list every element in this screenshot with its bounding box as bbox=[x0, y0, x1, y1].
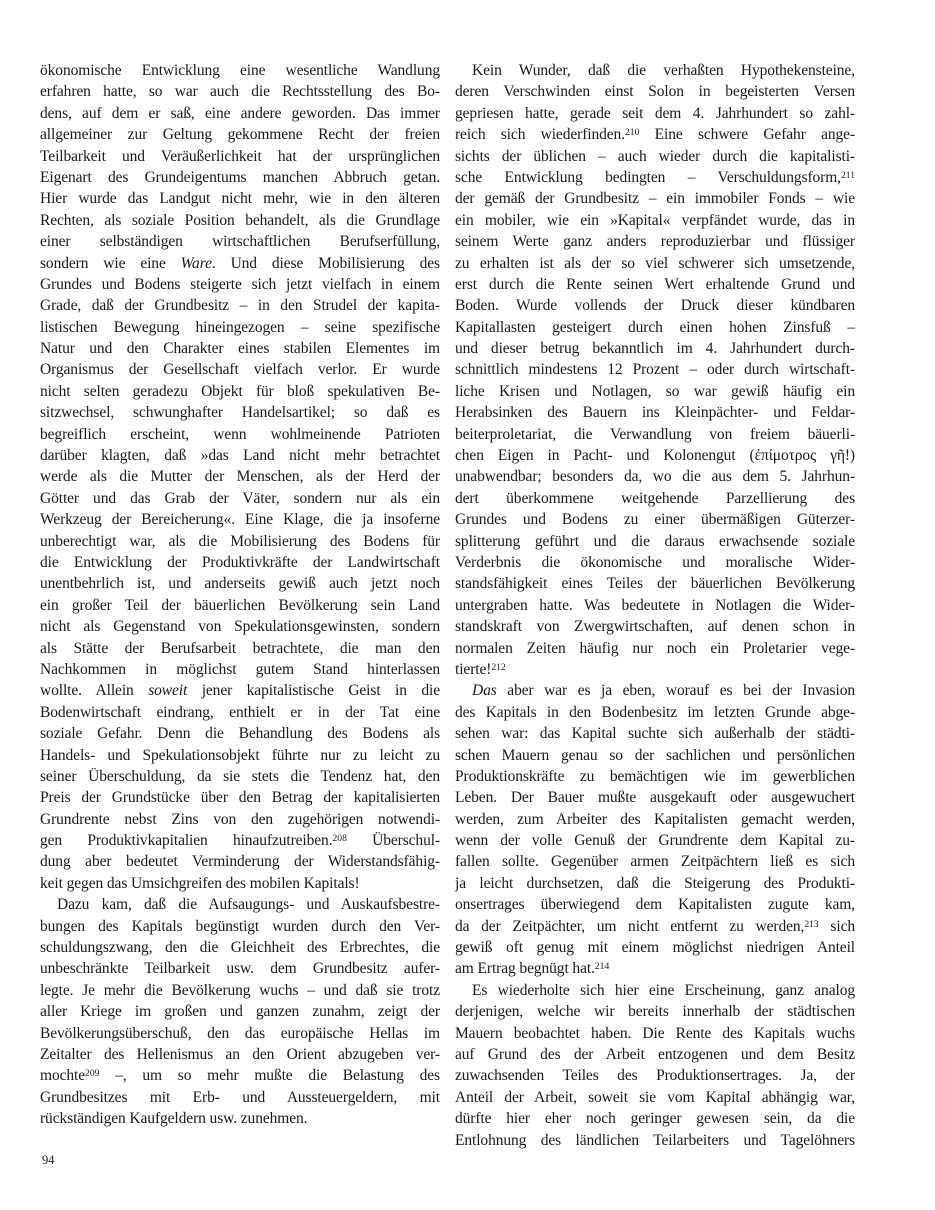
text-line: ökonomische Entwicklung eine wesentliche Wandlung bbox=[40, 62, 440, 79]
text-line: Rechten, als soziale Position behandelt, als die Grundlage bbox=[40, 211, 440, 229]
text-line: Eigenart des Grundeigentums manchen Abbruch getan. bbox=[40, 168, 440, 186]
footnote-reference: 210 bbox=[624, 127, 640, 139]
text-line: schnittlich mindestens 12 Prozent – oder durch wirtschaft- bbox=[455, 361, 855, 379]
text-line: schuldungszwang, den die Gleichheit des Erbrechtes, die bbox=[40, 939, 440, 957]
paragraph bbox=[455, 980, 855, 1151]
text-line: Boden. Wurde vollends der Druck dieser kündbaren bbox=[455, 297, 855, 315]
text-line: sichts der üblichen – auch wieder durch die kapitalisti- bbox=[455, 147, 855, 165]
text-line: dung aber bedeutet Verminderung der Widerstandsfähig- bbox=[40, 853, 440, 871]
footnote-reference: 211 bbox=[840, 169, 855, 181]
text-line: splitterung geführt und die daraus erwachsende soziale bbox=[455, 532, 855, 550]
text-line: wenn der volle Genuß der Grundrente dem Kapital zu- bbox=[455, 832, 855, 850]
text-line: chen Eigen in Pacht- und Kolonengut (ἐπίμοτρος γῆ!) bbox=[455, 447, 855, 465]
text-line: Kapitallasten gesteigert durch einen hohen Zinsfuß – bbox=[455, 318, 855, 336]
emphasized-text: Das bbox=[472, 682, 497, 700]
footnote-reference: 208 bbox=[332, 833, 347, 845]
text-line: einer selbständigen wirtschaftlichen Berufserfüllung, bbox=[40, 233, 440, 251]
text-line: Grade, daß der Grundbesitz – in den Strudel der kapita- bbox=[40, 297, 440, 315]
right-column bbox=[455, 60, 855, 1151]
text-line: keit gegen das Umsichgreifen des mobilen Kapitals! bbox=[40, 874, 360, 892]
text-line: Grundrente nebst Zins von den zugehörigen notwendi- bbox=[40, 810, 440, 828]
text-line: fallen sollte. Gegenüber armen Zeitpächtern ließ es sich bbox=[455, 853, 855, 871]
text-line: Leben. Der Bauer mußte ausgekauft oder ausgewuchert bbox=[455, 789, 855, 807]
text-block bbox=[40, 60, 855, 1151]
text-line: nicht selten geradezu Objekt für bloß spekulativen Be- bbox=[40, 382, 440, 400]
text-line: ja leicht durchsetzen, daß die Steigerung des Produkti- bbox=[455, 874, 855, 892]
text-line: erfahren hatte, so war auch die Rechtsstellung des Bo- bbox=[40, 83, 440, 101]
text-line: bungen des Kapitals begünstigt wurden durch den Ver- bbox=[40, 917, 440, 935]
text-line: dert überkommene weitgehende Parzellierung des bbox=[455, 489, 855, 507]
text-line: unberechtigt war, als die Mobilisierung des Bodens für bbox=[40, 532, 440, 550]
text-line: seinem Werte ganz anders reproduzierbar und flüssiger bbox=[455, 233, 855, 251]
text-line: reich sich wiederfinden.$^{210}$ Eine schwere Gefahr ange- bbox=[455, 126, 855, 144]
paragraph bbox=[455, 60, 855, 680]
text-line: gepriesen hatte, gerade seit dem 4. Jahrhundert so zahl- bbox=[455, 104, 855, 122]
text-line: Herabsinken des Bauern ins Kleinpächter- und Feldar- bbox=[455, 404, 855, 422]
emphasized-text: soweit bbox=[148, 682, 188, 700]
text-line: da der Zeitpächter, um nicht entfernt zu werden,$^{213}$ sich bbox=[455, 917, 855, 935]
text-line: die Entwicklung der Produktivkräfte der Landwirtschaft bbox=[40, 553, 440, 571]
text-line: werde als die Mutter der Menschen, als der Herd der bbox=[40, 468, 440, 486]
text-line: derjenigen, welche wir bereits innerhalb der städtischen bbox=[455, 1003, 855, 1021]
text-line: Das aber war es ja eben, worauf es bei der Invasion bbox=[472, 682, 855, 700]
text-line: Grundbesitzes mit Erb- und Aussteuergeldern, mit bbox=[40, 1088, 440, 1106]
text-line: der gemäß der Grundbesitz – ein immobiler Fonds – wie bbox=[455, 190, 855, 208]
text-line: allgemeiner zur Geltung gekommene Recht der freien bbox=[40, 126, 440, 144]
text-line: mochte$^{209}$ –, um so mehr mußte die Belastung des bbox=[40, 1067, 440, 1085]
text-line: untergraben hatte. Was bedeutete in Notlagen die Wider- bbox=[455, 596, 855, 614]
text-line: onsertrages überwiegend dem Kapitalisten zugute kam, bbox=[455, 896, 855, 914]
text-line: begreiflich erscheint, wenn wohlmeinende Patrioten bbox=[40, 425, 440, 443]
text-line: Preis der Grundstücke über den Betrag der kapitalisierten bbox=[40, 789, 440, 807]
text-line: Götter und das Grab der Väter, sondern nur als ein bbox=[40, 489, 440, 507]
text-line: Verderbnis die ökonomische und moralische Wider- bbox=[455, 553, 855, 571]
text-line: deren Verschwinden einst Solon in begeisterten Versen bbox=[455, 83, 855, 101]
text-line: Produktionskräfte zu bemächtigen wie im gewerblichen bbox=[455, 767, 855, 785]
text-line: sondern wie eine Ware. Und diese Mobilisierung des bbox=[40, 254, 440, 272]
text-line: Nachkommen in möglichst gutem Stand hinterlassen bbox=[40, 660, 440, 678]
footnote-reference: 209 bbox=[85, 1068, 100, 1080]
left-column bbox=[40, 60, 440, 1151]
text-line: erst durch die Rente seinen Wert erhaltende Grund und bbox=[455, 275, 855, 293]
text-line: Grundes und Bodens steigerte sich jetzt vielfach in einem bbox=[40, 275, 440, 293]
text-line: Bodenwirtschaft eindrang, enthielt er in der Tat eine bbox=[40, 703, 440, 721]
text-line: standsfähigkeit eines Teiles der bäuerlichen Bevölkerung bbox=[455, 575, 855, 593]
text-line: normalen Zeiten häufig nur noch ein Proletarier vege- bbox=[455, 639, 855, 657]
text-line: Anteil der Arbeit, soweit sie vom Kapital abhängig war, bbox=[455, 1088, 855, 1106]
text-line: standskraft von Zwergwirtschaften, auf denen schon in bbox=[455, 618, 855, 636]
text-line: Dazu kam, daß die Aufsaugungs- und Auskaufsbestre- bbox=[57, 896, 440, 914]
text-line: tierte!$^{212}$ bbox=[455, 660, 506, 678]
text-line: werden, zum Arbeiter des Kapitalisten gemacht werden, bbox=[455, 810, 855, 828]
text-line: seiner Überschuldung, da sie stets die Tendenz hat, den bbox=[40, 767, 440, 785]
page-number: 94 bbox=[42, 1153, 55, 1167]
footnote-reference: 213 bbox=[804, 918, 819, 930]
text-line: dürfte hier eher noch geringer gewesen sein, da die bbox=[455, 1110, 855, 1128]
text-line: Bevölkerungsüberschuß, den das europäische Hellas im bbox=[40, 1024, 440, 1042]
text-line: wollte. Allein soweit jener kapitalistische Geist in die bbox=[40, 682, 440, 700]
text-line: beiterproletariat, die Verwandlung von freiem bäuerli- bbox=[455, 425, 855, 443]
text-line: unbeschränkte Teilbarkeit usw. dem Grundbesitz aufer- bbox=[40, 960, 440, 978]
text-line: Handels- und Spekulationsobjekt führte nur zu leicht zu bbox=[40, 746, 440, 764]
text-line: sitzwechsel, schwunghafter Handelsartikel; so daß es bbox=[40, 404, 440, 422]
paragraph bbox=[40, 60, 440, 894]
text-line: Kein Wunder, daß die verhaßten Hypothekensteine, bbox=[472, 62, 855, 79]
text-line: Natur und den Charakter eines stabilen Elementes im bbox=[40, 340, 440, 358]
text-line: am Ertrag begnügt hat.$^{214}$ bbox=[455, 960, 610, 978]
paragraph bbox=[40, 894, 440, 1129]
text-line: und dieser betrug bekanntlich im 4. Jahrhundert durch- bbox=[455, 340, 855, 358]
footnote-reference: 214 bbox=[594, 961, 610, 973]
text-line: gen Produktivkapitalien hinaufzutreiben.$^{208}$ Überschul- bbox=[40, 832, 440, 850]
text-line: dens, auf dem er saß, eine andere geworden. Das immer bbox=[40, 104, 440, 122]
text-line: Entlohnung des ländlichen Teilarbeiters und Tagelöhners bbox=[455, 1131, 855, 1149]
text-line: Es wiederholte sich hier eine Erscheinung, ganz analog bbox=[472, 981, 855, 999]
text-line: auf Grund des der Arbeit entzogenen und dem Besitz bbox=[455, 1045, 855, 1063]
text-line: als Stätte der Berufsarbeit betrachtete, die man den bbox=[40, 639, 440, 657]
text-line: Organismus der Gesellschaft vielfach verlor. Er wurde bbox=[40, 361, 440, 379]
text-line: unentbehrlich ist, und anderseits gewiß auch jetzt noch bbox=[40, 575, 440, 593]
text-line: Zeitalter des Hellenismus an den Orient abzugeben ver- bbox=[40, 1045, 440, 1063]
text-line: unabwendbar; besonders da, wo die aus dem 5. Jahrhun- bbox=[455, 468, 855, 486]
text-line: aller Kriege im großen und ganzen zunahm, zeigt der bbox=[40, 1003, 440, 1021]
text-line: legte. Je mehr die Bevölkerung wuchs – und daß sie trotz bbox=[40, 981, 440, 999]
text-line: soziale Gefahr. Denn die Behandlung des Bodens als bbox=[40, 725, 440, 743]
text-line: liche Krisen und Notlagen, so war gewiß häufig ein bbox=[455, 382, 855, 400]
text-line: nicht als Gegenstand von Spekulationsgewinsten, sondern bbox=[40, 618, 440, 636]
text-line: Teilbarkeit und Veräußerlichkeit hat der ursprünglichen bbox=[40, 147, 440, 165]
text-line: schen Mauern genau so der sachlichen und persönlichen bbox=[455, 746, 855, 764]
text-line: des Kapitals in den Bodenbesitz im letzten Grunde abge- bbox=[455, 703, 855, 721]
text-line: sche Entwicklung bedingten – Verschuldungsform,$^{211}$ bbox=[455, 168, 855, 186]
text-line: zuwachsenden Teiles des Produktionsertrages. Ja, der bbox=[455, 1067, 855, 1085]
text-line: gewiß oft genug mit einem möglichst niedrigen Anteil bbox=[455, 939, 855, 957]
text-line: Mauern beobachtet haben. Die Rente des Kapitals wuchs bbox=[455, 1024, 855, 1042]
text-line: listischen Bewegung hineingezogen – seine spezifische bbox=[40, 318, 440, 336]
footnote-reference: 212 bbox=[491, 661, 506, 673]
text-line: rückständigen Kaufgeldern usw. zunehmen. bbox=[40, 1110, 308, 1128]
text-line: Werkzeug der Bereicherung«. Eine Klage, die ja insoferne bbox=[40, 511, 440, 529]
text-line: ein großer Teil der bäuerlichen Bevölkerung sein Land bbox=[40, 596, 440, 614]
text-line: sehen war: das Kapital suchte sich außerhalb der städti- bbox=[455, 725, 855, 743]
text-line: darüber klagten, daß »das Land nicht mehr betrachtet bbox=[40, 447, 440, 465]
text-line: Hier wurde das Landgut nicht mehr, wie in den älteren bbox=[40, 190, 440, 208]
text-line: zu erhalten ist als der so viel schwerer sich umsetzende, bbox=[455, 254, 855, 272]
text-line: Grundes und Bodens zu einer übermäßigen Güterzer- bbox=[455, 511, 855, 529]
paragraph bbox=[455, 680, 855, 979]
text-line: ein mobiler, wie ein »Kapital« verpfändet wurde, das in bbox=[455, 211, 855, 229]
emphasized-text: Ware bbox=[180, 254, 212, 272]
